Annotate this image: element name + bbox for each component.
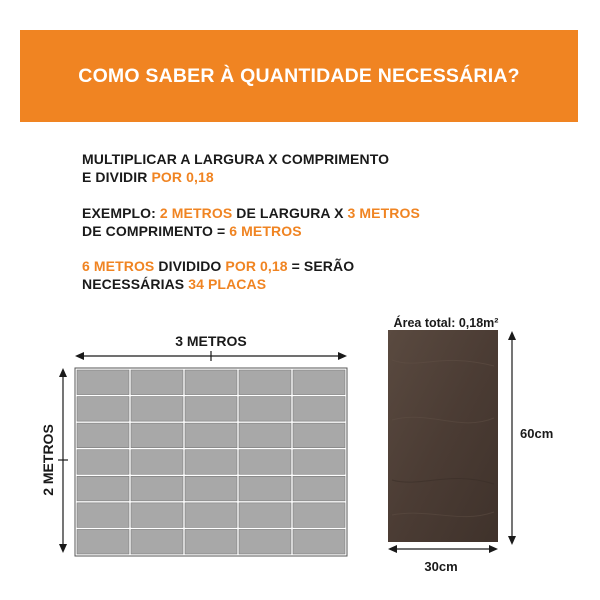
tile <box>293 529 345 554</box>
panel-height-label: 60cm <box>520 426 554 441</box>
grid-height-label: 2 METROS <box>40 424 56 496</box>
tile <box>185 529 237 554</box>
tile <box>185 397 237 422</box>
tile <box>239 370 291 395</box>
tile <box>131 450 183 475</box>
example-line-1: EXEMPLO: 2 METROS DE LARGURA X 3 METROS <box>82 205 420 221</box>
tile <box>293 397 345 422</box>
tile <box>131 476 183 501</box>
page-title: COMO SABER À QUANTIDADE NECESSÁRIA? <box>78 64 520 87</box>
example-line-2: DE COMPRIMENTO = 6 METROS <box>82 223 302 239</box>
tile <box>185 370 237 395</box>
tile <box>293 450 345 475</box>
tile <box>131 423 183 448</box>
tile <box>239 529 291 554</box>
tile <box>77 476 129 501</box>
instructions-line-2: E DIVIDIR POR 0,18 <box>82 169 214 185</box>
result-line-2: NECESSÁRIAS 34 PLACAS <box>82 276 267 292</box>
tile <box>239 397 291 422</box>
height-dimension-arrow <box>58 368 68 553</box>
tile <box>293 423 345 448</box>
tile <box>185 503 237 528</box>
panel-width-label: 30cm <box>424 559 458 574</box>
tile <box>185 476 237 501</box>
tile <box>239 423 291 448</box>
tile <box>239 476 291 501</box>
tile <box>77 370 129 395</box>
tile <box>293 370 345 395</box>
tile <box>293 503 345 528</box>
tile <box>131 397 183 422</box>
grid-width-label: 3 METROS <box>175 333 247 349</box>
tile <box>185 423 237 448</box>
tile <box>77 503 129 528</box>
wood-panel <box>388 330 498 542</box>
tile <box>77 529 129 554</box>
tile <box>185 450 237 475</box>
panel-height-arrow <box>508 331 516 545</box>
panel-width-arrow <box>388 545 498 553</box>
tile-grid <box>77 370 345 554</box>
tile <box>77 450 129 475</box>
tile <box>293 476 345 501</box>
tile <box>131 370 183 395</box>
result-line-1: 6 METROS DIVIDIDO POR 0,18 = SERÃO <box>82 258 355 274</box>
tile <box>239 450 291 475</box>
tile <box>77 397 129 422</box>
tile <box>131 503 183 528</box>
tile <box>131 529 183 554</box>
instructions-line-1: MULTIPLICAR A LARGURA X COMPRIMENTO <box>82 151 390 167</box>
width-dimension-arrow <box>75 351 347 361</box>
tile <box>239 503 291 528</box>
panel-area-label: Área total: 0,18m² <box>393 316 499 330</box>
tile <box>77 423 129 448</box>
